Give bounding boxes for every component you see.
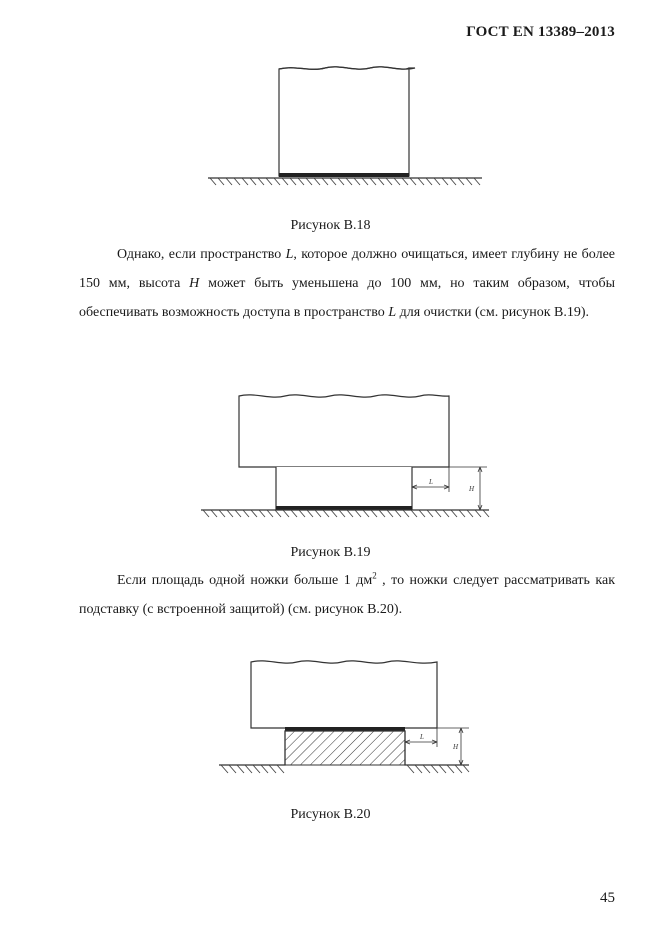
floor-hatching [210,178,480,185]
cabinet-body [279,67,415,176]
figure-b19-caption: Рисунок В.19 [290,545,371,560]
dimension-h-label: H [453,743,459,751]
page-number: 45 [600,890,615,906]
document-header: ГОСТ EN 13389–2013 [466,24,615,40]
dimension-h [449,467,487,510]
figure-b19 [195,388,495,528]
dimension-l-label: L [420,733,424,741]
floor-hatching [203,510,489,517]
cabinet-body [239,395,449,467]
floor-hatching [221,765,469,773]
figure-b18-caption: Рисунок В.18 [290,218,371,233]
dimension-h-label: H [469,485,475,493]
figure-b18 [200,60,490,190]
figure-b20 [215,652,475,787]
dimension-l-label: L [429,478,433,486]
paragraph-2: Если площадь одной ножки больше 1 $дм^2$ , то ножки следует рассматривать как подставку (с встроенной защитой) (см. рисунок В.20). [79,570,616,617]
sealed-base [279,173,409,177]
cabinet-body [251,661,437,728]
paragraph-1: Однако, если пространство L, которое должно очищаться, имеет глубину не более 150 мм, высота H может быть уменьшена до 100 мм, но таким образом, чтобы обеспечивать возможность доступа в пространство L для очистки (см. рисунок В.19). [79,247,616,320]
solid-plinth [285,731,405,765]
plinth [276,467,412,509]
figure-b20-caption: Рисунок В.20 [290,807,371,822]
